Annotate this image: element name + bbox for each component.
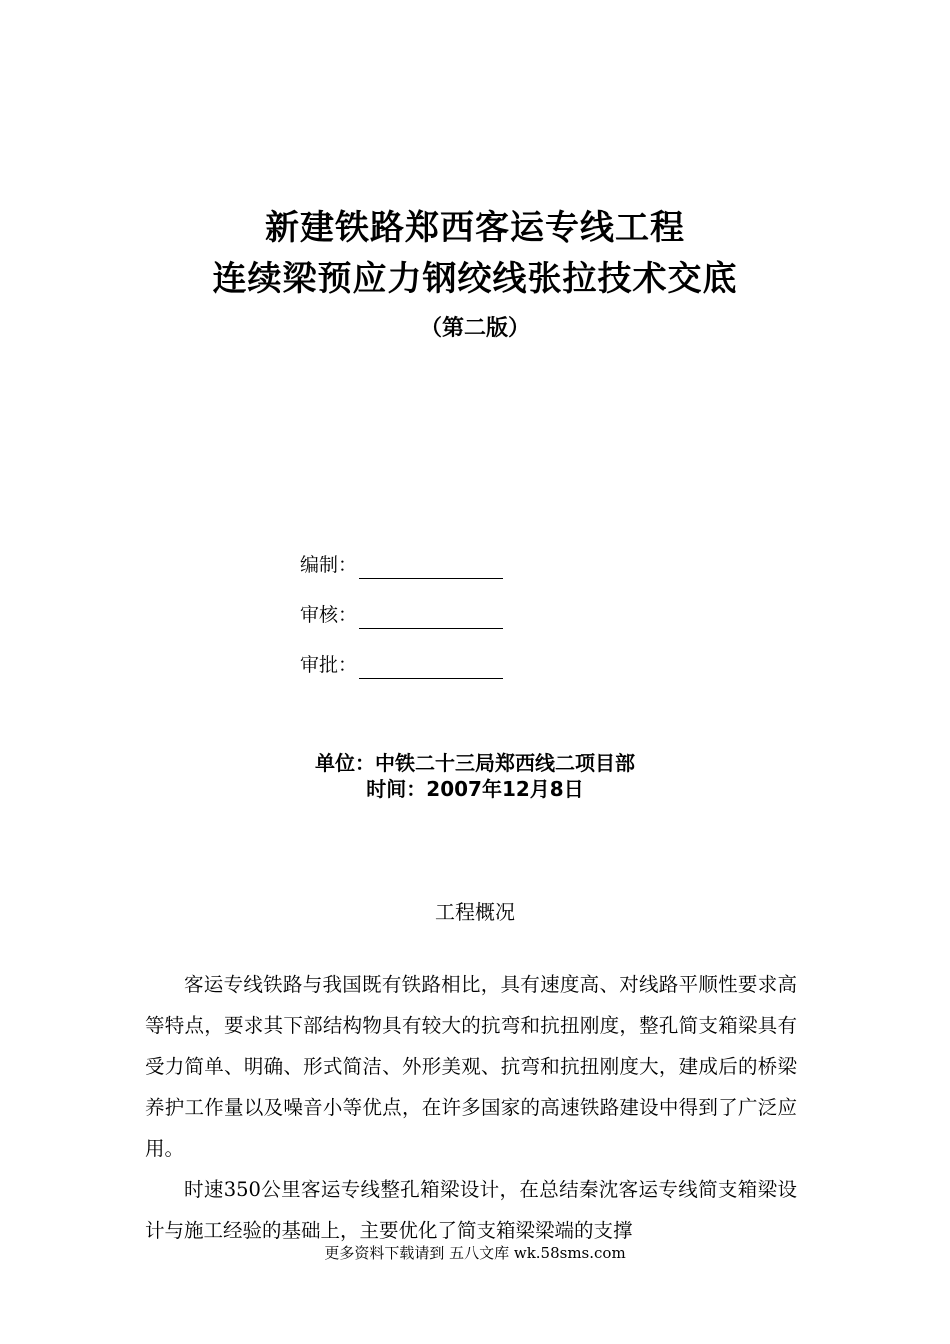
- approve-signature-line: [359, 658, 503, 679]
- date-info: 时间：2007年12月8日: [366, 777, 584, 801]
- body-paragraph: 客运专线铁路与我国既有铁路相比，具有速度高、对线路平顺性要求高等特点，要求其下部结构物具有较大的抗弯和抗扭刚度，整孔简支箱梁具有受力简单、明确、形式简洁、外形美观、抗弯和抗扭刚度大，建成后的桥梁养护工作量以及噪音小等优点，在许多国家的高速铁路建设中得到了广泛应用。: [145, 973, 797, 1160]
- compile-signature-line: [359, 558, 503, 579]
- review-signature-line: [359, 608, 503, 629]
- review-label: 审核：: [300, 604, 358, 626]
- compile-label: 编制：: [300, 554, 358, 576]
- approve-row: [300, 651, 503, 679]
- footer-link-text[interactable]: 更多资料下载请到 五八文库 wk.58sms.com: [324, 1244, 626, 1262]
- review-row: [300, 601, 503, 629]
- document-title-line2: 连续梁预应力钢绞线张拉技术交底: [212, 259, 738, 299]
- body-paragraph: 时速350公里客运专线整孔箱梁设计，在总结秦沈客运专线简支箱梁设计与施工经验的基础上，主要优化了简支箱梁梁端的支撑: [145, 1178, 797, 1242]
- section-body: [145, 964, 797, 1251]
- section-heading: 工程概况: [435, 900, 515, 924]
- edition-label: （第二版）: [419, 316, 530, 341]
- approve-label: 审批：: [300, 654, 358, 676]
- compile-row: [300, 551, 503, 579]
- document-title-line1: 新建铁路郑西客运专线工程: [265, 208, 685, 248]
- unit-info: 单位：中铁二十三局郑西线二项目部: [315, 751, 635, 775]
